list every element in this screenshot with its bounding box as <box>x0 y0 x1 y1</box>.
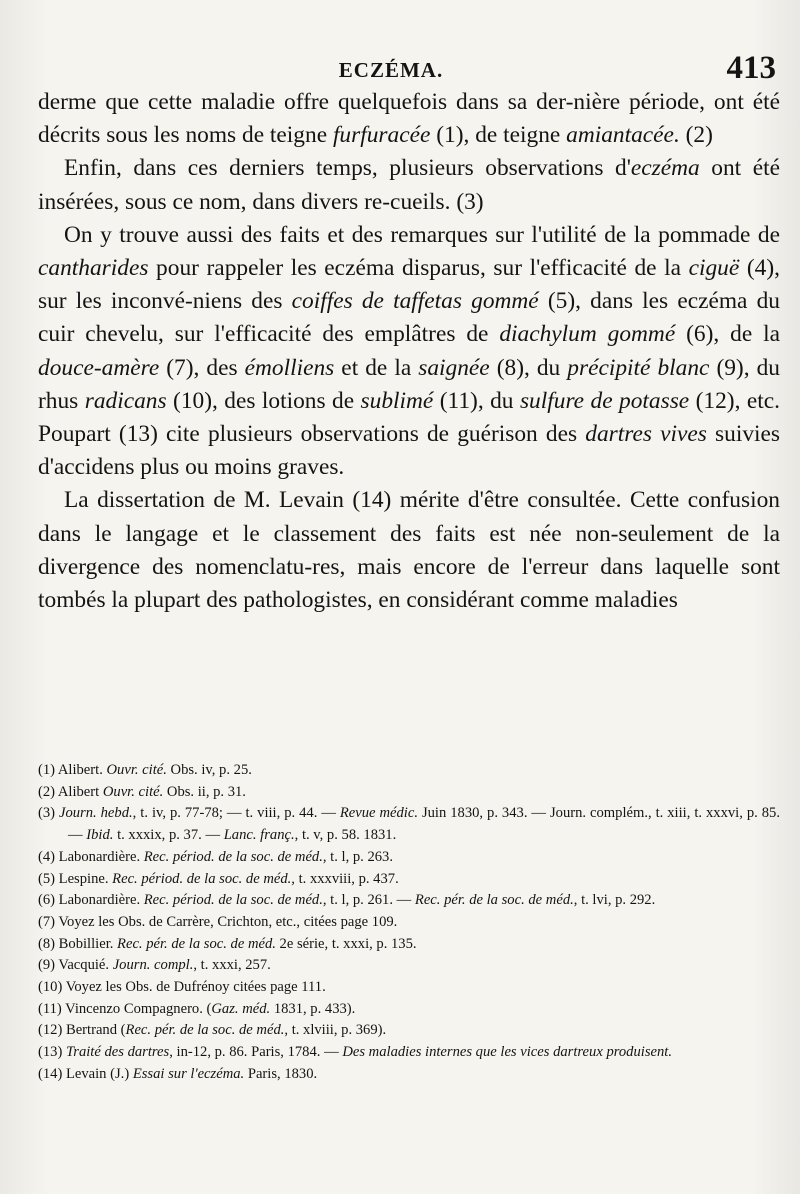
page-number: 413 <box>726 50 776 86</box>
text-run: (8) Bobillier. <box>38 935 118 952</box>
footnote <box>38 1020 780 1042</box>
text-run: (4), sur les inconvé-niens des <box>38 255 780 315</box>
text-run: , t. xxxviii, p. 437. <box>291 870 399 887</box>
italic-text: Journ. hebd. <box>58 805 133 822</box>
text-run: derme que cette maladie offre quelquefois dans sa der-nière période, ont été décrits sous les noms de teigne <box>38 89 780 149</box>
text-run: , in-12, p. 86. Paris, 1784. — <box>169 1044 343 1061</box>
text-run: (12) Bertrand ( <box>38 1022 126 1039</box>
footnote <box>38 912 780 934</box>
italic-text: eczéma <box>630 155 700 182</box>
footnote <box>38 934 780 956</box>
italic-text: émolliens <box>244 354 335 381</box>
text-run: On y trouve aussi des faits et des remarques sur l'utilité de la pommade de <box>64 221 780 248</box>
italic-text: Rec. périod. de la soc. de méd. <box>143 848 323 865</box>
text-run: (8), du <box>489 354 568 381</box>
footnote <box>38 782 780 804</box>
text-run: , t. l, p. 261. — <box>322 892 415 909</box>
italic-text: Ouvr. cité. <box>106 762 167 778</box>
italic-text: Revue médic. <box>339 805 418 822</box>
italic-text: diachylum gommé <box>499 321 676 348</box>
italic-text: Ouvr. cité. <box>102 783 164 800</box>
footnote <box>38 977 780 999</box>
italic-text: Des maladies internes que les vices dartreux produisent. <box>342 1044 672 1061</box>
text-run: (6) Labonardière. <box>38 892 144 909</box>
italic-text: Gaz. méd. <box>211 1000 271 1017</box>
main-text <box>38 86 780 617</box>
text-run: (7) Voyez les Obs. de Carrère, Crichton, etc., citées page 109. <box>38 913 398 930</box>
text-run: (10) Voyez les Obs. de Dufrénoy citées page 111. <box>38 979 326 996</box>
text-run: (14) Levain (J.) <box>38 1065 133 1082</box>
italic-text: amiantacée. <box>566 122 680 149</box>
text-run: , t. xxxi, 257. <box>193 957 271 974</box>
text-run: (7), des <box>159 354 245 381</box>
text-run: (1) Alibert. <box>38 762 107 778</box>
text-run: 1831, p. 433). <box>270 1000 356 1017</box>
italic-text: sublimé <box>360 387 434 414</box>
text-run: La dissertation de M. Levain (14) mérite d'être consultée. Cette confusion dans le langage et le classement des faits est née non-seulement de la divergence des nomenclatu-res, mais encore de l'erreur dans laquelle sont tombés la plupart des pathologistes, en considérant comme maladies <box>38 487 780 614</box>
text-run: Juin 1830, p. 343. — Journ. complém., t. xiii, t. xxxvi, p. 85. — <box>68 805 780 844</box>
text-run: (13) <box>38 1044 66 1061</box>
italic-text: coiffes de taffetas gommé <box>291 288 539 315</box>
text-run: (11) Vincenzo Compagnero. ( <box>38 1000 212 1017</box>
running-head: ECZÉMA. <box>338 58 444 82</box>
text-run: ont été insérées, sous ce nom, dans divers re-cueils. (3) <box>38 155 780 215</box>
text-run: , t. iv, p. 77-78; — t. viii, p. 44. — <box>132 805 340 822</box>
text-run: et de la <box>334 354 419 381</box>
italic-text: Rec. pér. de la soc. de méd. <box>117 935 276 952</box>
italic-text: sulfure de potasse <box>519 387 690 414</box>
footnote <box>38 847 780 869</box>
footnote <box>38 999 780 1021</box>
paragraph <box>38 152 780 218</box>
text-run: (2) <box>679 122 713 149</box>
text-run: (9), du rhus <box>38 354 780 414</box>
text-run: Obs. ii, p. 31. <box>163 783 246 800</box>
text-run: (3) <box>38 805 59 822</box>
text-run: , t. lvi, p. 292. <box>573 892 656 909</box>
footnote <box>38 1064 780 1086</box>
text-run: , t. v, p. 58. 1831. <box>294 827 397 844</box>
italic-text: douce-amère <box>38 354 160 381</box>
footnote <box>38 803 780 846</box>
text-run: (2) Alibert <box>38 783 103 800</box>
text-run: , t. xlviii, p. 369). <box>284 1022 387 1039</box>
italic-text: furfuracée <box>332 122 431 149</box>
text-run: pour rappeler les eczéma disparus, sur l'efficacité de la <box>148 255 689 282</box>
italic-text: Journ. compl. <box>112 957 194 974</box>
italic-text: Lanc. franç. <box>223 827 295 844</box>
text-run: t. xxxix, p. 37. — <box>113 827 224 844</box>
italic-text: saignée <box>418 354 490 381</box>
italic-text: radicans <box>84 387 167 414</box>
text-run: (12), etc. Poupart (13) cite plusieurs observations de guérison des <box>38 387 780 448</box>
italic-text: Ibid. <box>86 827 114 844</box>
text-run: (6), de la <box>675 321 781 348</box>
footnote <box>38 890 780 912</box>
paragraph <box>38 219 780 485</box>
italic-text: Rec. périod. de la soc. de méd. <box>112 870 292 887</box>
text-run: (11), du <box>433 387 520 414</box>
paragraph <box>38 484 780 617</box>
text-run: (9) Vacquié. <box>38 957 113 974</box>
italic-text: Rec. périod. de la soc. de méd. <box>143 892 323 909</box>
text-run: Paris, 1830. <box>244 1065 318 1082</box>
footnote <box>38 955 780 977</box>
text-run: Enfin, dans ces derniers temps, plusieurs observations d' <box>64 155 631 182</box>
italic-text: précipité blanc <box>567 354 710 381</box>
footnote <box>38 869 780 891</box>
paragraph <box>38 86 780 152</box>
text-run: (4) Labonardière. <box>38 848 144 865</box>
italic-text: dartres vives <box>585 421 707 448</box>
italic-text: Rec. pér. de la soc. de méd. <box>125 1022 285 1039</box>
text-run: , t. l, p. 263. <box>322 848 394 865</box>
text-run: 2e série, t. xxxi, p. 135. <box>275 935 417 952</box>
text-run: (1), de teigne <box>430 122 567 149</box>
footnote <box>38 760 780 782</box>
page-header <box>36 50 786 90</box>
footnotes <box>38 760 780 1086</box>
italic-text: cantharides <box>38 255 149 282</box>
italic-text: Traité des dartres <box>65 1044 170 1061</box>
italic-text: Rec. pér. de la soc. de méd. <box>414 892 574 909</box>
italic-text: Essai sur l'eczéma. <box>132 1065 245 1082</box>
italic-text: ciguë <box>688 255 740 282</box>
text-run: suivies d'accidens plus ou moins graves. <box>38 421 781 481</box>
footnote <box>38 1042 780 1064</box>
text-run: (5) Lespine. <box>38 870 113 887</box>
text-run: (10), des lotions de <box>166 387 361 414</box>
text-run: Obs. iv, p. 25. <box>166 762 252 778</box>
text-run: (5), dans les eczéma du cuir chevelu, sur l'efficacité des emplâtres de <box>38 288 780 348</box>
